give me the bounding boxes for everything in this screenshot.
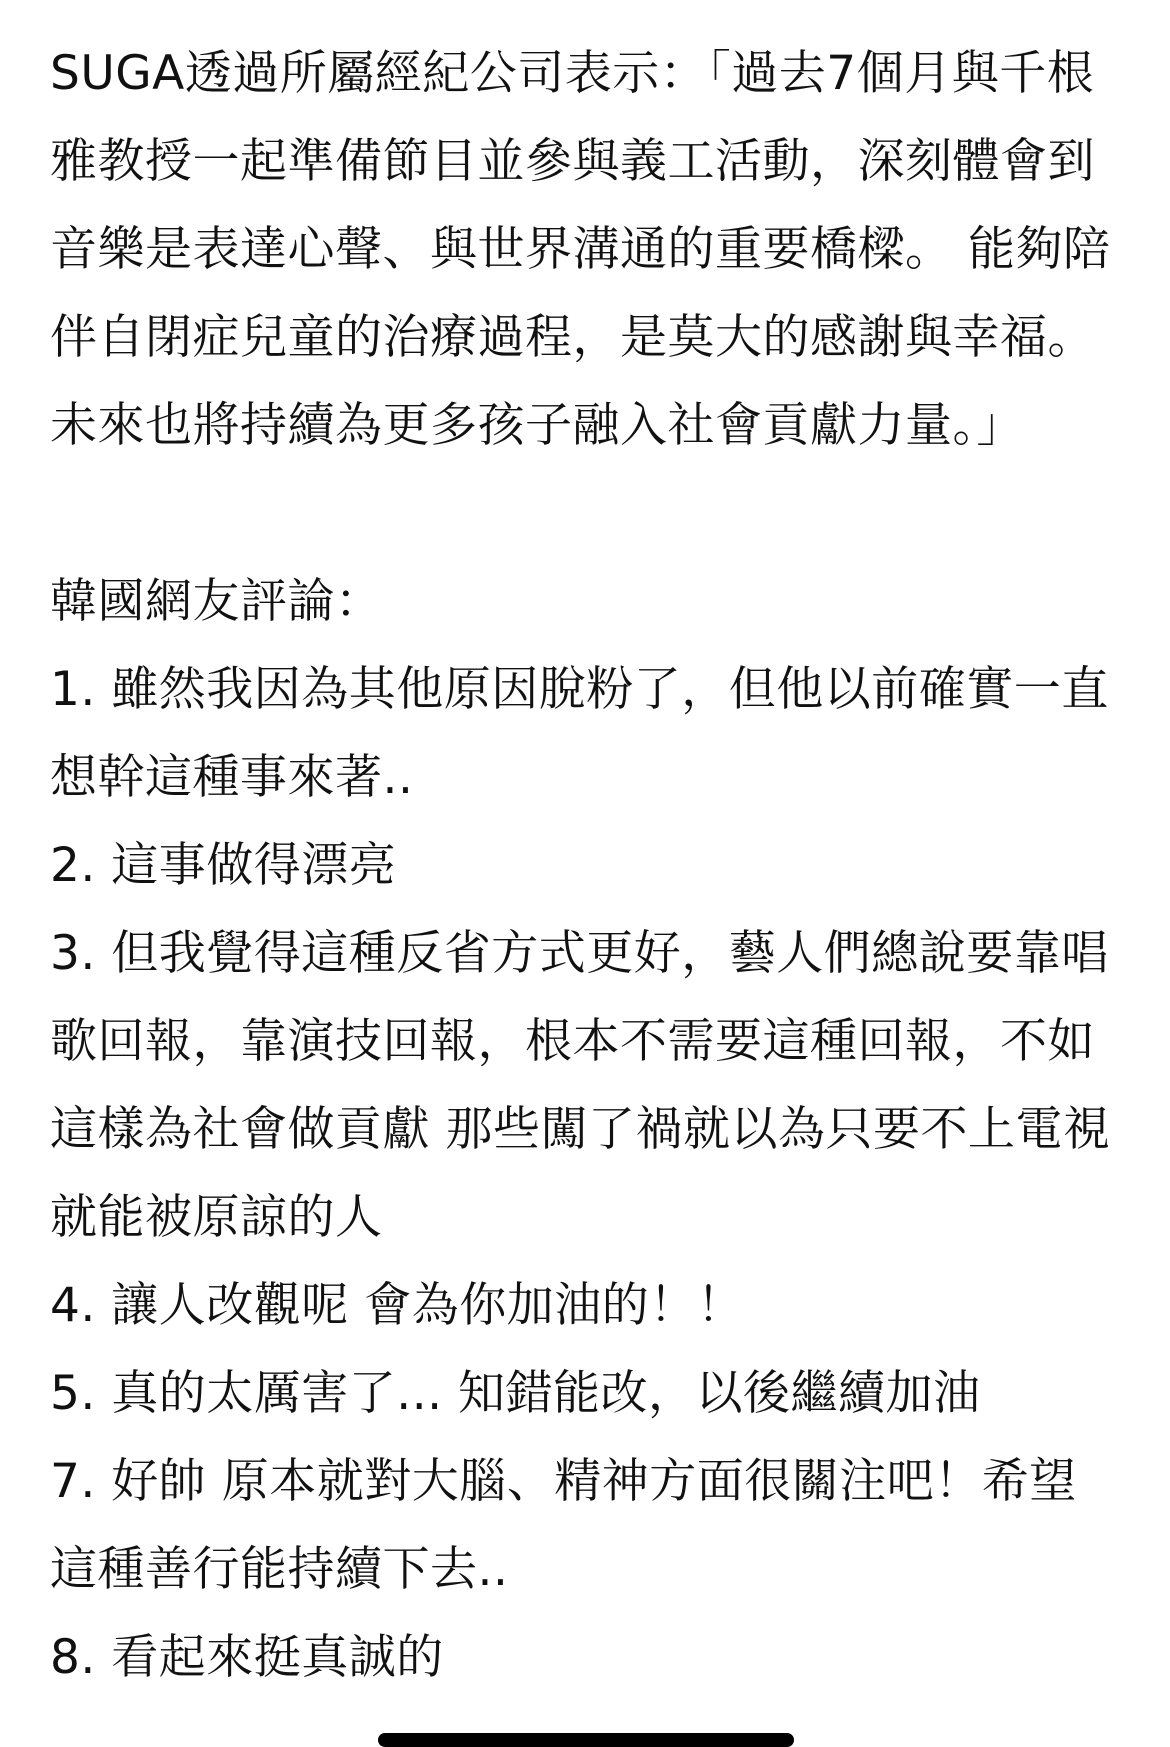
comments-heading: 韓國網友評論： xyxy=(50,574,383,629)
comment-item: 7. 好帥 原本就對大腦、精神方面很關注吧！希望這種善行能持續下去.. xyxy=(50,1454,1077,1597)
article-body xyxy=(50,30,1120,1702)
comment-item: 4. 讓人改觀呢 會為你加油的！！ xyxy=(50,1278,745,1333)
comment-item: 8. 看起來挺真誠的 xyxy=(50,1630,444,1685)
comment-item: 2. 這事做得漂亮 xyxy=(50,838,397,893)
comment-item: 1. 雖然我因為其他原因脫粉了，但他以前確實一直想幹這種事來著.. xyxy=(50,662,1109,805)
home-indicator-bar[interactable] xyxy=(378,1733,794,1747)
comment-item: 5. 真的太厲害了... 知錯能改，以後繼續加油 xyxy=(50,1366,981,1421)
comment-item: 3. 但我覺得這種反省方式更好，藝人們總說要靠唱歌回報，靠演技回報，根本不需要這種回報，不如這樣為社會做貢獻 那些闖了禍就以為只要不上電視就能被原諒的人 xyxy=(50,926,1111,1245)
suga-statement-paragraph: SUGA透過所屬經紀公司表示：「過去7個月與千根雅教授一起準備節目並參與義工活動，深刻體會到音樂是表達心聲、與世界溝通的重要橋樑。 能夠陪伴自閉症兒童的治療過程，是莫大的感謝與幸福。 未來也將持續為更多孩子融入社會貢獻力量。」 xyxy=(50,46,1111,453)
comment-list xyxy=(50,646,1120,1702)
